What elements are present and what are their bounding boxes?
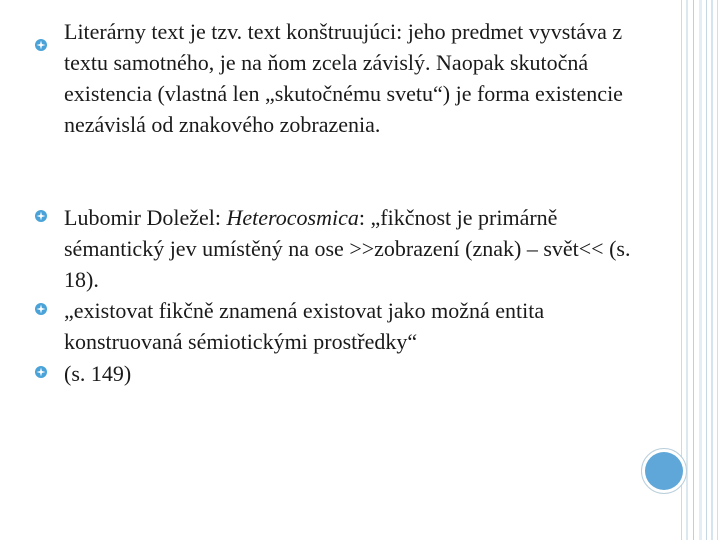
bullet-text: Literárny text je tzv. text konštruujúci: jeho predmet vyvstáva z textu samotného, je na ňom zcela závislý. Naopak skutočná existencia (vlastná len „skutočnému svetu“) je forma existencie nezávislá od znakového zobrazenia. [64, 19, 623, 137]
bullet-text [64, 202, 634, 295]
citation-author: Lubomir Doležel: [64, 205, 227, 230]
bullet-text: (s. 149) [64, 361, 132, 386]
book-title: Heterocosmica [226, 205, 359, 230]
compass-bullet-icon [34, 365, 48, 379]
compass-bullet-icon [34, 209, 48, 223]
decorative-stripe [706, 0, 707, 540]
decorative-stripe [686, 0, 688, 540]
decorative-stripe [711, 0, 713, 540]
decorative-stripe [717, 0, 718, 540]
decorative-stripe [693, 0, 694, 540]
compass-bullet-icon [34, 302, 48, 316]
bullet-text: „existovat fikčně znamená existovat jako možná entita konstruovaná sémiotickými prostředky“ [64, 298, 545, 354]
compass-bullet-icon [34, 38, 48, 52]
citation-quote: : „fikčnost je primárně sémantický jev umístěný na ose >>zobrazení (znak) – svět<< (s. 18). [64, 205, 631, 292]
circle-decoration [645, 452, 683, 490]
decorative-stripe [699, 0, 702, 540]
